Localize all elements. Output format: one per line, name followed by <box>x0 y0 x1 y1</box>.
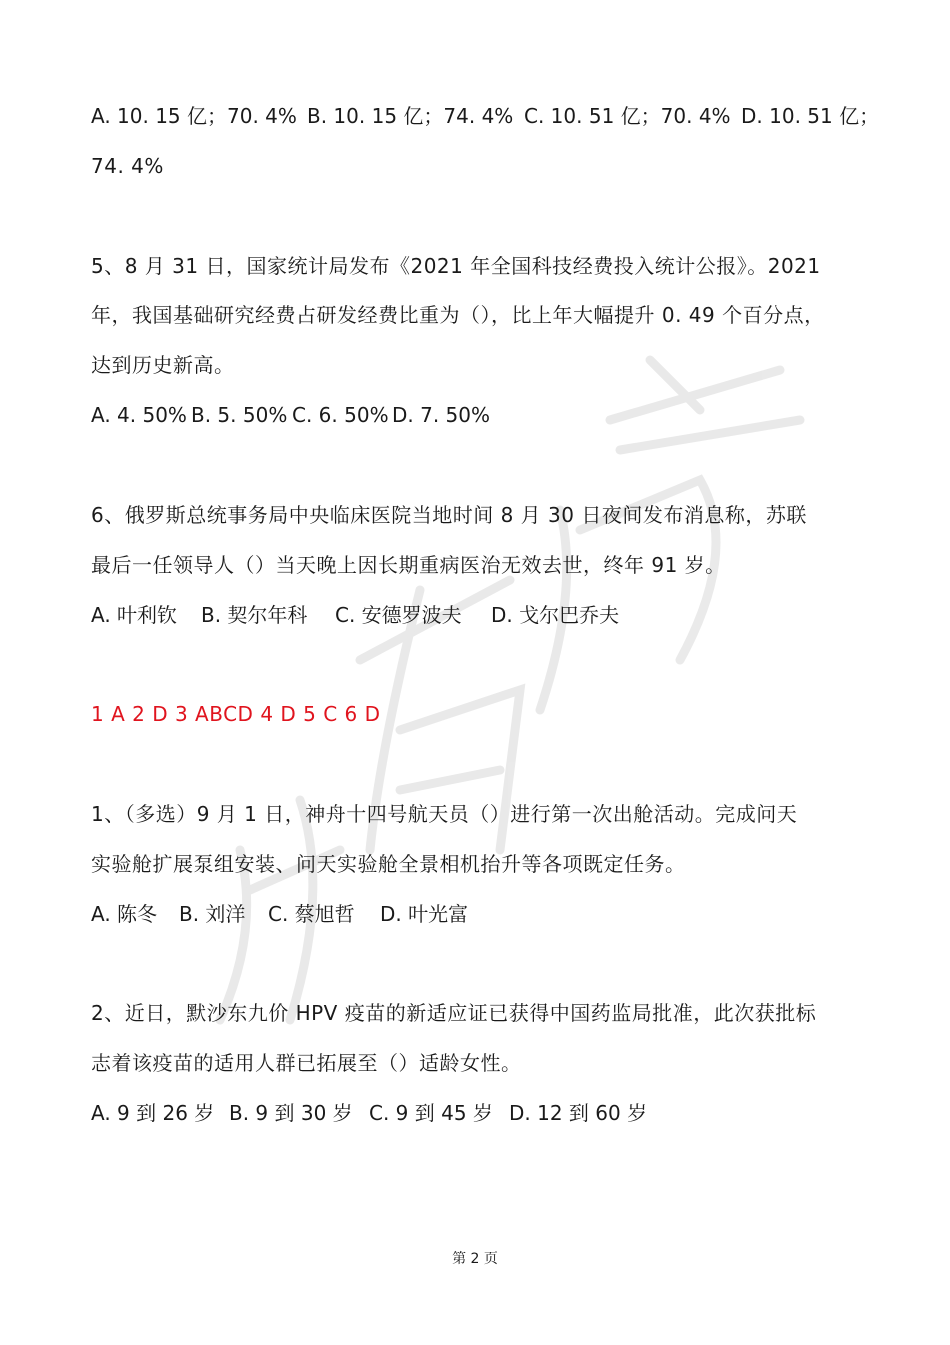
q6-text-line-1: 6、俄罗斯总统事务局中央临床医院当地时间 8 月 30 日夜间发布消息称，苏联 <box>91 503 807 527</box>
q1-option-a: A. 陈冬 <box>91 902 158 926</box>
watermark-graphic <box>180 330 820 1050</box>
q2-option-c: C. 9 到 45 岁 <box>369 1101 493 1125</box>
q5-option-b: B. 5. 50% <box>191 403 288 427</box>
q5-text-line-2: 年，我国基础研究经费占研发经费比重为（），比上年大幅提升 0. 49 个百分点， <box>91 303 825 327</box>
q2-option-b: B. 9 到 30 岁 <box>229 1101 353 1125</box>
q6-option-d: D. 戈尔巴乔夫 <box>491 603 620 627</box>
q6-text-line-2: 最后一任领导人（）当天晚上因长期重病医治无效去世，终年 91 岁。 <box>91 553 726 577</box>
q4-option-d-continued: 74. 4% <box>91 154 164 178</box>
answer-key: 1 A 2 D 3 ABCD 4 D 5 C 6 D <box>91 702 381 726</box>
q2-text-line-1: 2、近日，默沙东九价 HPV 疫苗的新适应证已获得中国药监局批准，此次获批标 <box>91 1001 817 1025</box>
page-number: 第 2 页 <box>452 1251 498 1267</box>
q2-option-a: A. 9 到 26 岁 <box>91 1101 215 1125</box>
q2-text-line-2: 志着该疫苗的适用人群已拓展至（）适龄女性。 <box>91 1051 522 1075</box>
q5-text-line-3: 达到历史新高。 <box>91 353 235 377</box>
q6-option-a: A. 叶利钦 <box>91 603 178 627</box>
q4-option-a: A. 10. 15 亿；70. 4% <box>91 104 297 128</box>
q1-text-line-1: 1、（多选）9 月 1 日，神舟十四号航天员（）进行第一次出舱活动。完成问天 <box>91 802 798 826</box>
q4-option-b: B. 10. 15 亿；74. 4% <box>307 104 514 128</box>
q6-option-c: C. 安德罗波夫 <box>335 603 462 627</box>
q6-option-b: B. 契尔年科 <box>201 603 308 627</box>
q5-option-c: C. 6. 50% <box>292 403 389 427</box>
q1-option-c: C. 蔡旭哲 <box>268 902 355 926</box>
q5-option-a: A. 4. 50% <box>91 403 187 427</box>
q5-text-line-1: 5、8 月 31 日，国家统计局发布《2021 年全国科技经费投入统计公报》。2021 <box>91 254 821 278</box>
q1-option-d: D. 叶光富 <box>380 902 469 926</box>
q1-text-line-2: 实验舱扩展泵组安装、问天实验舱全景相机抬升等各项既定任务。 <box>91 852 686 876</box>
q4-option-c: C. 10. 51 亿；70. 4% <box>524 104 731 128</box>
q4-option-d: D. 10. 51 亿； <box>741 104 880 128</box>
q5-option-d: D. 7. 50% <box>392 403 491 427</box>
q1-option-b: B. 刘洋 <box>179 902 246 926</box>
q2-option-d: D. 12 到 60 岁 <box>509 1101 648 1125</box>
